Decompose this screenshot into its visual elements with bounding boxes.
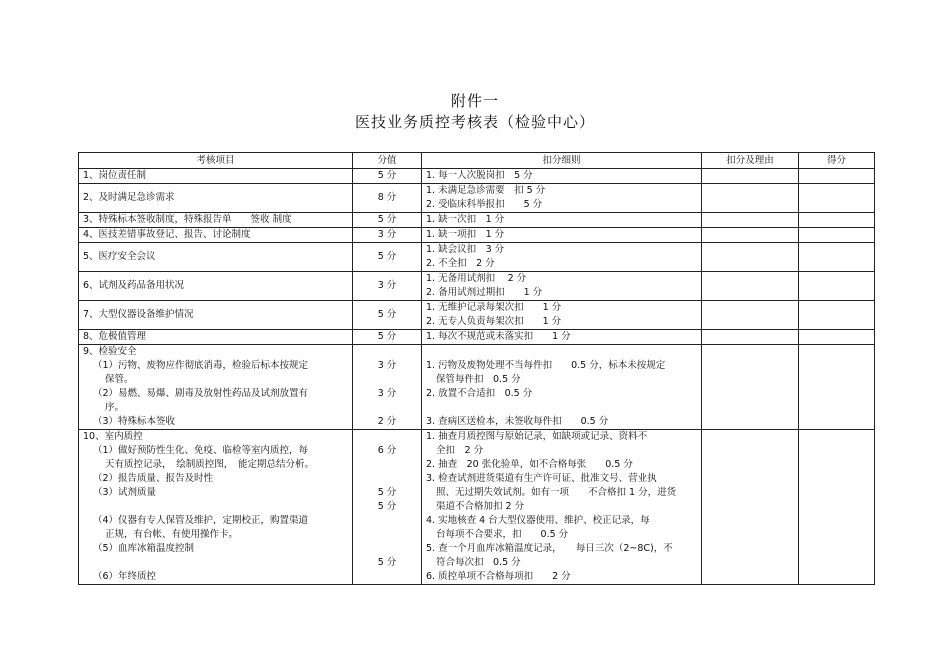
rule-line: 1. 无维护记录每架次扣 1 分 (426, 302, 562, 313)
item-line (83, 500, 348, 514)
rule-line: 2. 不全扣 2 分 (426, 258, 495, 269)
result-cell (799, 301, 875, 330)
section-heading: 10、室内质控 (83, 431, 143, 442)
rule-line: 2. 备用试剂过期扣 1 分 (426, 287, 543, 298)
attachment-label: 附件一 (450, 92, 499, 110)
score-cell: 3 分 (353, 228, 422, 243)
result-cell (799, 213, 875, 228)
rule-line: 1. 未满足急诊需要 扣 5 分 (426, 185, 546, 196)
deduction-cell (702, 184, 799, 213)
table-header-row (79, 153, 875, 169)
rule-line: 2. 放置不合适扣 0.5 分 (426, 388, 533, 399)
rule-line: 1. 抽查月质控图与原始记录，如缺项或记录、资料不 (426, 431, 648, 442)
score-line (357, 472, 417, 486)
rule-line: 2. 抽查 20 张化验单，如不合格每张 0.5 分 (426, 459, 633, 470)
item-line: 正规，有台帐、有使用操作卡。 (105, 529, 239, 540)
rule-cell (422, 345, 702, 430)
item-line: （1）做好预防性生化、免疫、临检等室内质控，每 (93, 445, 309, 456)
table-row-safety (79, 345, 875, 430)
result-cell (799, 169, 875, 184)
score-cell: 5 分 (353, 213, 422, 228)
score-cell: 5 分 (353, 330, 422, 345)
deduction-cell (702, 301, 799, 330)
rule-line: 符合每次扣 0.5 分 (436, 557, 521, 568)
table-row (79, 243, 875, 272)
assessment-table (78, 152, 875, 585)
score-cell: 8 分 (353, 184, 422, 213)
item-cell: 6、试剂及药品备用状况 (79, 272, 353, 301)
column-header: 考核项目 (79, 153, 353, 169)
score-line (357, 570, 417, 584)
score-line: 6 分 (377, 445, 397, 456)
score-line: 5 分 (377, 557, 397, 568)
score-cell: 3 分 (353, 272, 422, 301)
rule-line: 1. 污物及废物处理不当每件扣 0.5 分，标本未按规定 (426, 360, 666, 371)
rule-line: 5. 查一个月血库冰箱温度记录， 每日三次（2~8C)，不 (426, 543, 673, 554)
result-cell (799, 184, 875, 213)
item-line: （2）报告质量、报告及时性 (93, 473, 214, 484)
item-line: （3）试剂质量 (93, 487, 157, 498)
item-line: 天有质控记录， 绘制质控图， 能定期总结分析。 (105, 459, 315, 470)
item-line: （5）血库冰箱温度控制 (93, 543, 195, 554)
column-header: 扣分细则 (422, 153, 702, 169)
score-line: 2 分 (377, 416, 397, 427)
item-line: （2）易燃、易爆、剧毒及放射性药品及试剂放置有 (93, 388, 309, 399)
result-cell (799, 430, 875, 585)
rule-cell (422, 430, 702, 585)
score-cell: 5 分 (353, 243, 422, 272)
deduction-cell (702, 243, 799, 272)
rule-line: 全扣 2 分 (436, 445, 484, 456)
table-row (79, 213, 875, 228)
item-line: 保管。 (105, 374, 134, 385)
score-line (357, 430, 417, 444)
result-cell (799, 272, 875, 301)
item-cell: 4、医技差错事故登记、报告、讨论制度 (79, 228, 353, 243)
item-line: （4）仪器有专人保管及维护，定期校正，购置渠道 (93, 515, 309, 526)
item-line (83, 556, 348, 570)
table-row (79, 330, 875, 345)
deduction-cell (702, 430, 799, 585)
item-line: （3）特殊标本签收 (93, 416, 176, 427)
score-line: 3 分 (377, 388, 397, 399)
result-cell (799, 330, 875, 345)
item-cell: 7、大型仪器设备维护情况 (79, 301, 353, 330)
column-header: 得分 (799, 153, 875, 169)
score-line (357, 528, 417, 542)
rule-line: 3. 查病区送检本，未签收每件扣 0.5 分 (426, 416, 609, 427)
item-cell (79, 430, 353, 585)
rule-line: 1. 缺会议扣 3 分 (426, 244, 505, 255)
rule-line: 3. 检查试剂进货渠道有生产许可证、批准文号、营业执 (426, 473, 657, 484)
rule-line: 2. 受临床科举报扣 5 分 (426, 199, 543, 210)
item-line: （6）年终质控 (93, 571, 157, 582)
item-line: 序。 (105, 402, 125, 413)
result-cell (799, 243, 875, 272)
table-row (79, 228, 875, 243)
rule-cell (422, 243, 702, 272)
deduction-cell (702, 169, 799, 184)
item-cell: 5、医疗安全会议 (79, 243, 353, 272)
column-header: 扣分及理由 (702, 153, 799, 169)
rule-line: 2. 无专人负责每架次扣 1 分 (426, 316, 562, 327)
deduction-cell (702, 330, 799, 345)
score-line: 3 分 (377, 360, 397, 371)
table-row (79, 272, 875, 301)
result-cell (799, 345, 875, 430)
deduction-cell (702, 213, 799, 228)
rule-line: 4. 实地核查 4 台大型仪器使用、维护、校正记录，每 (426, 515, 650, 526)
rule-cell: 1. 每次不规范或未落实扣 1 分 (422, 330, 702, 345)
item-line: （1）污物、废物应作彻底消毒，检验后标本按规定 (93, 360, 309, 371)
rule-line: 台每项不合要求，扣 0.5 分 (436, 529, 569, 540)
deduction-cell (702, 272, 799, 301)
rule-line: 1. 无备用试剂扣 2 分 (426, 273, 527, 284)
score-line: 5 分 (377, 487, 397, 498)
item-cell: 3、特殊标本签收制度，特殊报告单 签收 制度 (79, 213, 353, 228)
table-row (79, 301, 875, 330)
score-line (357, 542, 417, 556)
rule-cell (422, 184, 702, 213)
rule-line: 照、无过期失效试剂。如有一项 不合格扣 1 分，进货 (436, 487, 677, 498)
table-row-qc (79, 430, 875, 585)
rule-cell: 1. 缺一项扣 1 分 (422, 228, 702, 243)
score-line (357, 458, 417, 472)
rule-line: 6. 质控单项不合格每项扣 2 分 (426, 571, 571, 582)
deduction-cell (702, 345, 799, 430)
item-cell: 8、危极值管理 (79, 330, 353, 345)
rule-line: 保管每件扣 0.5 分 (436, 374, 521, 385)
score-cell (353, 430, 422, 585)
section-heading: 9、检验安全 (83, 346, 137, 357)
rule-cell (422, 301, 702, 330)
page-title: 医技业务质控考核表（检验中心） (354, 113, 595, 131)
score-cell: 5 分 (353, 301, 422, 330)
item-cell: 2、及时满足急诊需求 (79, 184, 353, 213)
score-cell: 5 分 (353, 169, 422, 184)
score-line (357, 514, 417, 528)
rule-line: 渠道不合格加扣 2 分 (436, 501, 525, 512)
rule-cell (422, 272, 702, 301)
score-cell (353, 345, 422, 430)
table-row (79, 184, 875, 213)
item-cell: 1、岗位责任制 (79, 169, 353, 184)
deduction-cell (702, 228, 799, 243)
table-row (79, 169, 875, 184)
item-cell (79, 345, 353, 430)
rule-cell: 1. 缺一次扣 1 分 (422, 213, 702, 228)
score-line: 5 分 (377, 501, 397, 512)
column-header: 分值 (353, 153, 422, 169)
result-cell (799, 228, 875, 243)
rule-cell: 1. 每一人次脱岗扣 5 分 (422, 169, 702, 184)
